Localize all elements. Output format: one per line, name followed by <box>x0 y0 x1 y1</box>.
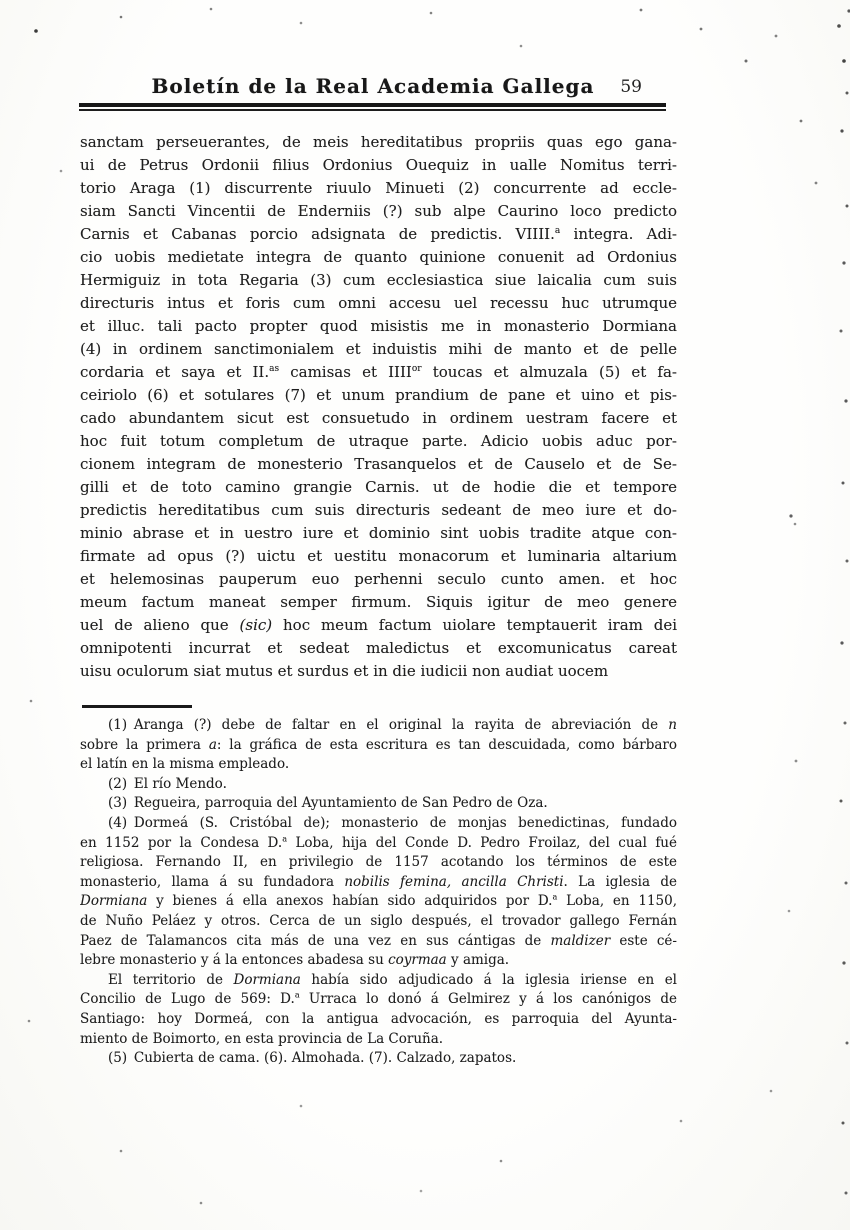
page-header <box>80 74 666 100</box>
text-line: (5) Cubierta de cama. (6). Almohada. (7). Calzado, zapatos. <box>108 1050 517 1067</box>
text-line: minio abrase et in uestro iure et dominio sint uobis tradite atque con- <box>80 524 677 542</box>
text-line: et helemosinas pauperum euo perhenni seculo cunto amen. et hoc <box>80 570 677 588</box>
text-line: directuris intus et foris cum omni accesu uel recessu huc utrumque <box>80 294 677 312</box>
text-line: el latín en la misma empleado. <box>80 756 290 773</box>
text-line: sanctam perseuerantes, de meis hereditatibus propriis quas ego gana- <box>80 133 677 151</box>
text-line: (3) Regueira, parroquia del Ayuntamiento de San Pedro de Oza. <box>108 795 548 812</box>
text-line: firmate ad opus (?) uictu et uestitu monacorum et luminaria altarium <box>80 547 677 565</box>
text-line: ui de Petrus Ordonii filius Ordonius Ouequiz in ualle Nomitus terri- <box>80 156 677 174</box>
text-line: (4) Dormeá (S. Cristóbal de); monasterio de monjas benedictinas, fundado <box>108 814 677 831</box>
text-line: et illuc. tali pacto propter quod misistis me in monasterio Dormiana <box>80 317 677 335</box>
text-line: gilli et de toto camino grangie Carnis. ut de hodie die et tempore <box>80 478 677 496</box>
text-line: uisu oculorum siat mutus et surdus et in die iudicii non audiat uocem <box>80 662 609 680</box>
text-line: El territorio de Dormiana había sido adjudicado á la iglesia iriense en el <box>108 971 677 988</box>
text-line: cio uobis medietate integra de quanto quinione conuenit ad Ordonius <box>80 248 677 266</box>
text-line: miento de Boimorto, en esta provincia de La Coruña. <box>80 1030 444 1047</box>
text-line: siam Sancti Vincentii de Enderniis (?) sub alpe Caurino loco predicto <box>80 202 677 220</box>
header-rule <box>79 103 666 111</box>
text-line: lebre monasterio y á la entonces abadesa su coyrmaa y amiga. <box>80 952 510 969</box>
page-number: 59 <box>620 77 642 97</box>
text-line: predictis hereditatibus cum suis directuris sedeant de meo iure et do- <box>80 501 677 519</box>
text-line: Carnis et Cabanas porcio adsignata de predictis. VIIII.$^a$ integra. Adi- <box>80 225 677 243</box>
text-line: de Nuño Peláez y otros. Cerca de un siglo después, el trovador gallego Fernán <box>80 912 677 929</box>
main-latin-text <box>80 131 677 683</box>
footnote-separator-rule <box>82 705 192 708</box>
text-line: cado abundantem sicut est consuetudo in ordinem uestram facere et <box>80 409 677 427</box>
text-line: ceiriolo (6) et sotulares (7) et unum prandium de pane et uino et pis- <box>80 386 677 404</box>
text-line: uel de alieno que (sic) hoc meum factum uiolare temptauerit iram dei <box>80 616 677 634</box>
header-rule-thin-line <box>79 109 666 111</box>
text-line: Paez de Talamancos cita más de una vez en sus cántigas de maldizer este cé- <box>80 932 677 949</box>
scan-noise-right-edge <box>0 0 2 2</box>
text-line: en 1152 por la Condesa D.$^a$ Loba, hija del Conde D. Pedro Froilaz, del cual fué <box>80 833 677 851</box>
text-line: (1) Aranga (?) debe de faltar en el original la rayita de abreviación de n <box>108 717 677 733</box>
scan-noise <box>0 0 2 2</box>
text-line: Dormiana y bienes á ella anexos habían sido adquiridos por D.$^a$ Loba, en 1150, <box>80 892 677 910</box>
text-line: monasterio, llama á su fundadora nobilis femina, ancilla Christi. La iglesia de <box>80 873 677 890</box>
text-line: cionem integram de monesterio Trasanquelos et de Causelo et de Se- <box>80 455 677 473</box>
text-line: (4) in ordinem sanctimonialem et induistis mihi de manto et de pelle <box>80 340 677 358</box>
text-line: Santiago: hoy Dormeá, con la antigua advocación, es parroquia del Ayunta- <box>80 1010 677 1027</box>
text-line: hoc fuit totum completum de utraque parte. Adicio uobis aduc por- <box>80 432 677 450</box>
text-line: Concilio de Lugo de 569: D.$^a$ Urraca lo donó á Gelmirez y á los canónigos de <box>80 990 677 1008</box>
text-line: sobre la primera a: la gráfica de esta escritura es tan descuidada, como bárbaro <box>80 736 677 753</box>
header-rule-thick-line <box>79 103 666 107</box>
journal-title: Boletín de la Real Academia Gallega <box>151 74 595 98</box>
text-line: Hermiguiz in tota Regaria (3) cum ecclesiastica siue laicalia cum suis <box>80 271 677 289</box>
footnotes <box>80 716 677 1069</box>
text-line: meum factum maneat semper firmum. Siquis igitur de meo genere <box>80 593 677 611</box>
text-line: cordaria et saya et II.$^{as}$ camisas et $IIII^{or}$ toucas et almuzala (5) et fa- <box>80 363 677 381</box>
text-line: religiosa. Fernando II, en privilegio de 1157 acotando los términos de este <box>80 854 677 871</box>
text-line: torio Araga (1) discurrente riuulo Minueti (2) concurrente ad eccle- <box>80 179 677 197</box>
text-line: (2) El río Mendo. <box>108 775 227 792</box>
text-line: omnipotenti incurrat et sedeat maledictus et excomunicatus careat <box>80 639 677 657</box>
